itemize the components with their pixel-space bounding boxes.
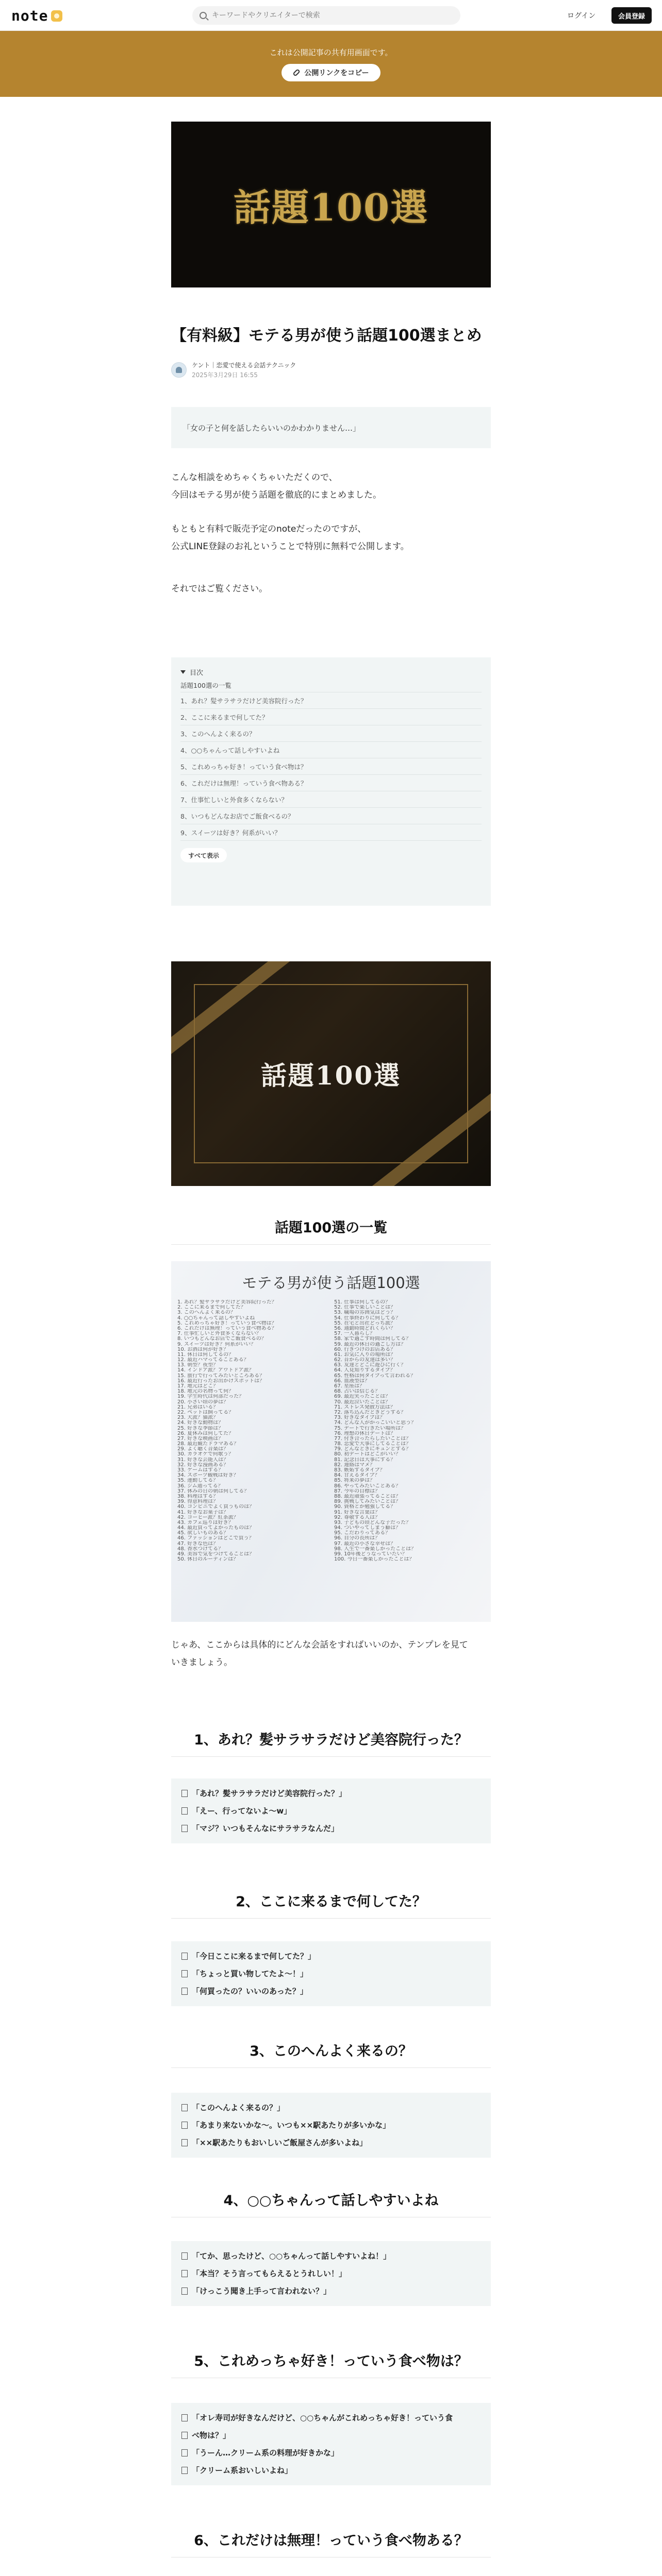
checkbox-icon	[181, 1825, 188, 1832]
list-image-item: 98. 人生で一番楽しかったことは？	[334, 1546, 417, 1552]
list-image-item: 14. インドア派？アウトドア派？	[177, 1368, 254, 1374]
list-image-item: 4. ○○ちゃんって話しやすいよね	[177, 1315, 255, 1321]
section-heading: 話題100選の一覧	[171, 1212, 491, 1245]
toc-item[interactable]: 話題100選の一覧	[180, 678, 482, 692]
list-image-item: 86. やってみたいことある？	[334, 1483, 401, 1489]
copy-link-label: 公開リンクをコピー	[304, 69, 369, 77]
list-image-item: 78. 恋愛で大事にしてることは？	[334, 1442, 411, 1447]
list-image-item: 35. 運動してる？	[177, 1478, 219, 1484]
toc-item[interactable]: 4、○○ちゃんって話しやすいよね	[180, 742, 482, 758]
list-image-item: 48. 香水つけてる？	[177, 1546, 224, 1552]
topic-heading: 5、これめっちゃ好き！っていう食べ物は？	[171, 2345, 491, 2378]
dialogue-line	[181, 2462, 481, 2479]
toc-item[interactable]: 3、このへんよく来るの？	[180, 725, 482, 742]
list-image-item: 90. 資格とか勉強してる？	[334, 1504, 396, 1510]
dialogue-line	[181, 2134, 481, 2151]
paragraph-3: それではご覧ください。	[171, 584, 268, 594]
dialogue-line	[181, 2099, 481, 2116]
list-image-item: 64. 人見知りするタイプ？	[334, 1368, 395, 1374]
paragraph-line: いきましょう。	[171, 1657, 233, 1668]
list-image-item: 88. 最近頑張ってることは？	[334, 1494, 401, 1499]
list-image-item: 30. カラオケで何歌う？	[177, 1452, 234, 1458]
list-image-item: 71. ストレス発散方法は？	[334, 1404, 395, 1410]
list-image-item: 50. 休日のルーティンは？	[177, 1557, 239, 1563]
list-image-item: 19. 学生時代は何部だった？	[177, 1394, 244, 1400]
list-column-left	[177, 1300, 328, 1562]
paragraph-4	[171, 1636, 491, 1671]
list-image-item: 72. 落ち込んだときどうする？	[334, 1410, 406, 1415]
paragraph-line: じゃあ、ここからは具体的にどんな会話をすればいいのか、テンプレを見て	[171, 1640, 468, 1650]
toc-item[interactable]: 7、仕事忙しいと外食多くならない？	[180, 791, 482, 808]
list-image-item: 40. コンビニでよく買うものは？	[177, 1504, 255, 1510]
list-image-item: 58. 家で過ごす時間は何してる？	[334, 1336, 411, 1342]
dialogue-line	[181, 2116, 481, 2134]
topic-list-image	[171, 1261, 491, 1622]
dialogue-block	[171, 2241, 491, 2306]
list-image-item: 11. 休日は何してるの？	[177, 1352, 234, 1358]
list-image-item: 18. 地元の名物って何？	[177, 1389, 234, 1395]
toc-item[interactable]: 5、これめっちゃ好き！っていう食べ物は？	[180, 758, 482, 775]
list-image-item: 97. 最近の小さな幸せは？	[334, 1541, 396, 1547]
list-image-item: 5. これめっちゃ好き！っていう食べ物は？	[177, 1320, 277, 1326]
list-image-item: 73. 好きなタイプは？	[334, 1415, 385, 1421]
list-image-item: 34. スポーツ観戦は好き？	[177, 1473, 239, 1479]
list-image-item: 56. 通勤時間どれくらい？	[334, 1326, 396, 1331]
paragraph-line: 今回はモテる男が使う話題を徹底的にまとめました。	[171, 490, 382, 500]
dialogue-line	[181, 2265, 481, 2282]
dialogue-text: 「あれ？髪サラサラだけど美容院行った？」	[192, 1789, 347, 1798]
list-image-item: 74. どんな人がかっこいいと思う？	[334, 1420, 417, 1426]
list-image-item: 24. 好きな動物は？	[177, 1420, 224, 1426]
paragraph-line: こんな相談をめちゃくちゃいただくので、	[171, 472, 338, 483]
list-image-item: 81. 記念日は大事にする？	[334, 1457, 396, 1463]
quote-block: 「女の子と何を話したらいいのかわかりません…」	[171, 407, 491, 448]
dialogue-text: 「けっこう聞き上手って言われない？」	[192, 2286, 332, 2296]
list-image-item: 29. よく聴く音楽は？	[177, 1447, 229, 1452]
table-of-contents	[171, 657, 491, 906]
paragraph-line: もともと有料で販売予定のnoteだったのですが、	[171, 524, 367, 534]
list-image-item: 63. 友達とどこに遊びに行く？	[334, 1363, 406, 1368]
list-image-item: 69. 最近笑ったことは？	[334, 1394, 391, 1400]
search-icon	[200, 12, 207, 19]
dialogue-text: 「今日ここに来るまで何してた？」	[192, 1952, 316, 1961]
list-image-item: 59. 最近の休日の過ごし方は？	[334, 1342, 406, 1347]
toc-item[interactable]: 9、スイーツは好き？何系がいい？	[180, 824, 482, 841]
dialogue-text: 「うーん…クリーム系の料理が好きかな」	[192, 2448, 339, 2458]
list-image-item: 54. 仕事終わりに何してる？	[334, 1315, 401, 1321]
dialogue-block	[171, 1778, 491, 1843]
dialogue-text: 「マジ？いつもそんなにサラサラなんだ」	[192, 1824, 339, 1833]
list-image-item: 70. 最近泣いたことは？	[334, 1399, 391, 1405]
hero-image	[171, 122, 491, 287]
share-banner	[0, 31, 662, 97]
list-image-item: 32. 好きな漫画ある？	[177, 1462, 229, 1468]
checkbox-icon	[181, 2104, 188, 2111]
dialogue-text: 「××駅あたりもおいしいご飯屋さんが多いよね」	[192, 2138, 368, 2147]
checkbox-icon	[181, 2432, 188, 2439]
dialogue-text: 「あまり来ないかな〜。いつも××駅あたりが多いかな」	[192, 2121, 391, 2130]
dialogue-line	[181, 2427, 481, 2444]
list-image-item: 53. 職場の雰囲気はどう？	[334, 1310, 396, 1316]
dialogue-line	[181, 2444, 481, 2462]
login-link[interactable]: ログイン	[567, 12, 596, 20]
list-image-item: 67. 星座は？	[334, 1384, 365, 1389]
dialogue-text: 「えー、行ってないよ〜w」	[192, 1806, 292, 1816]
list-image-item: 94. ついやってしまう癖は？	[334, 1526, 401, 1531]
checkbox-icon	[181, 2449, 188, 2456]
dialogue-text: 「オレ寿司が好きなんだけど、○○ちゃんがこれめっちゃ好き！っていう食	[192, 2413, 453, 2422]
list-image-item: 46. ファッションはどこで買う？	[177, 1536, 254, 1541]
list-image-item: 6. これだけは無理！っていう食べ物ある？	[177, 1326, 277, 1331]
list-image-item: 33. ゲームはする？	[177, 1468, 224, 1473]
list-image-item: 41. 好きなお菓子は？	[177, 1510, 229, 1515]
list-image-item: 17. 地元はどこ？	[177, 1384, 219, 1389]
list-image-item: 83. 嫉妬するタイプ？	[334, 1468, 385, 1473]
checkbox-icon	[181, 2287, 188, 2295]
dialogue-line	[181, 1785, 481, 1802]
list-image-item: 12. 最近ハマってることある？	[177, 1358, 249, 1363]
checkbox-icon	[181, 2414, 188, 2421]
checkbox-icon	[181, 1790, 188, 1797]
list-image-item: 96. 自分の長所は？	[334, 1536, 380, 1541]
dialogue-text: 「てか、思ったけど、○○ちゃんって話しやすいよね！」	[192, 2251, 391, 2261]
list-image-item: 91. 好きな言葉は？	[334, 1510, 380, 1515]
list-image-item: 21. 兄弟はいる？	[177, 1404, 219, 1410]
dialogue-line	[181, 2282, 481, 2300]
checkbox-icon	[181, 2122, 188, 2129]
list-image-item: 7. 仕事忙しいと外食多くならない？	[177, 1331, 261, 1337]
dialogue-line	[181, 1965, 481, 1982]
dialogue-block	[171, 2403, 491, 2485]
checkbox-icon	[181, 2252, 188, 2260]
topic-heading: 1、あれ？髪サラサラだけど美容院行った？	[171, 1724, 491, 1757]
chevron-down-icon	[180, 670, 186, 674]
author-row[interactable]	[171, 359, 491, 381]
list-image-item: 60. 行きつけのお店ある？	[334, 1347, 396, 1352]
checkbox-icon	[181, 2270, 188, 2277]
topic-heading: 4、○○ちゃんって話しやすいよね	[171, 2184, 491, 2217]
list-image-item: 28. 最近観たドラマある？	[177, 1442, 239, 1447]
list-image-item: 52. 仕事で楽しいことは？	[334, 1305, 396, 1311]
list-image-item: 1. あれ？髪サラサラだけど美容院行った？	[177, 1300, 277, 1305]
list-image-item: 47. 好きな色は？	[177, 1541, 219, 1547]
toc-show-all-button[interactable]: すべて表示	[180, 848, 227, 862]
list-image-item: 92. 尊敬する人は？	[334, 1515, 380, 1520]
list-image-item: 42. コーヒー派？紅茶派？	[177, 1515, 239, 1520]
toc-item[interactable]: 1、あれ？髪サラサラだけど美容院行った？	[180, 692, 482, 709]
topic-heading: 2、ここに来るまで何してた？	[171, 1886, 491, 1919]
list-image-item: 16. 最近行ったお出かけスポットは？	[177, 1378, 265, 1384]
list-image-item: 31. 好きな芸能人は？	[177, 1457, 229, 1463]
note-logo[interactable]	[11, 7, 62, 24]
list-image-item: 85. 将来の夢は？	[334, 1478, 375, 1484]
list-image-item: 61. お気に入りの場所は？	[334, 1352, 396, 1358]
list-image-title: モテる男が使う話題100選	[242, 1274, 420, 1292]
post-date: 2025年3月29日 16:55	[192, 371, 258, 379]
toc-item[interactable]: 8、いつもどんなお店でご飯食べるの？	[180, 808, 482, 824]
dialogue-text: 「このへんよく来るの？」	[192, 2103, 285, 2112]
list-image-item: 8. いつもどんなお店でご飯食べるの？	[177, 1336, 267, 1342]
section-image-title: 話題100選	[260, 1060, 402, 1091]
list-image-item: 57. 一人暮らし？	[334, 1331, 375, 1337]
checkbox-icon	[181, 1988, 188, 1995]
list-image-item: 80. 初デートはどこがいい？	[334, 1452, 401, 1458]
checkbox-icon	[181, 2467, 188, 2474]
list-image-item: 22. ペットは飼ってる？	[177, 1410, 234, 1415]
list-image-item: 3. このへんよく来るの？	[177, 1310, 236, 1316]
logo-text: note	[11, 7, 48, 24]
list-image-item: 95. こだわりってある？	[334, 1531, 391, 1536]
list-image-item: 45. 欲しいものある？	[177, 1531, 229, 1536]
link-icon	[293, 69, 301, 77]
toc-item[interactable]: 6、これだけは無理！っていう食べ物ある？	[180, 775, 482, 791]
list-image-item: 77. 付き合ったらしたいことは？	[334, 1436, 411, 1442]
dialogue-block	[171, 1941, 491, 2006]
list-image-item: 62. 昔からの友達は多い？	[334, 1358, 396, 1363]
list-image-item: 39. 得意料理は？	[177, 1499, 219, 1505]
list-image-item: 26. 夏休みは何してた？	[177, 1431, 234, 1436]
dialogue-line	[181, 2247, 481, 2265]
checkbox-icon	[181, 1953, 188, 1960]
list-image-item: 65. 性格は何タイプって言われる？	[334, 1373, 416, 1379]
dialogue-text: 「クリーム系おいしいよね」	[192, 2466, 293, 2475]
copy-link-button[interactable]	[282, 64, 380, 81]
paragraph-line: 公式LINE登録のお礼ということで特別に無料で公開します。	[171, 541, 409, 552]
list-image-item: 23. 犬派？猫派？	[177, 1415, 219, 1421]
paragraph-1	[171, 469, 491, 504]
list-image-item: 27. 好きな映画は？	[177, 1436, 224, 1442]
list-image-item: 51. 仕事は何してるの？	[334, 1300, 391, 1305]
search-input[interactable]	[212, 11, 449, 20]
avatar-icon	[176, 367, 182, 373]
list-image-item: 13. 朝型？夜型？	[177, 1363, 219, 1368]
dialogue-line	[181, 1820, 481, 1837]
list-image-item: 84. 甘えるタイプ？	[334, 1473, 380, 1479]
list-image-item: 2. ここに来るまで何してた？	[177, 1305, 246, 1311]
list-image-item: 76. 理想の休日デートは？	[334, 1431, 396, 1436]
dialogue-line	[181, 1947, 481, 1965]
list-image-item: 25. 好きな季節は？	[177, 1426, 224, 1431]
dialogue-line	[181, 1802, 481, 1820]
dialogue-text: べ物は？」	[192, 2431, 231, 2440]
list-image-item: 68. 占いは信じる？	[334, 1389, 380, 1395]
list-image-item: 79. どんなときにキュンとする？	[334, 1447, 411, 1452]
checkbox-icon	[181, 2139, 188, 2146]
list-image-item: 43. カフェ巡りは好き？	[177, 1520, 234, 1526]
list-image-item: 36. ジム通ってる？	[177, 1483, 223, 1489]
list-image-item: 82. 連絡はマメ？	[334, 1462, 375, 1468]
list-image-item: 44. 最近買ってよかったものは？	[177, 1526, 255, 1531]
list-image-item: 93. 子どもの頃どんな子だった？	[334, 1520, 411, 1526]
paragraph-2	[171, 520, 491, 555]
avatar[interactable]	[171, 362, 187, 378]
list-image-item: 37. 休みの日の朝は何してる？	[177, 1488, 250, 1494]
logo-badge-icon	[51, 10, 62, 22]
toc-toggle[interactable]	[180, 666, 482, 678]
signup-button[interactable]: 会員登録	[611, 7, 652, 24]
dialogue-text: 「本当？そう言ってもらえるとうれしい！」	[192, 2269, 347, 2278]
list-image-item: 100. 今日一番楽しかったことは？	[334, 1557, 415, 1563]
dialogue-line	[181, 2409, 481, 2427]
author-name[interactable]: ケント｜恋愛で使える会話テクニック	[192, 362, 296, 369]
banner-text: これは公開記事の共有用画面です。	[269, 47, 393, 57]
checkbox-icon	[181, 1807, 188, 1815]
list-image-item: 66. 血液型は？	[334, 1378, 370, 1384]
topic-heading: 3、このへんよく来るの？	[171, 2035, 491, 2068]
dialogue-text: 「何買ったの？いいのあった？」	[192, 1987, 308, 1996]
dialogue-line	[181, 1982, 481, 2000]
hero-image-title: 話題100選	[233, 185, 429, 229]
list-image-item: 75. デートで行きたい場所は？	[334, 1426, 406, 1431]
list-column-right	[334, 1300, 485, 1562]
checkbox-icon	[181, 1970, 188, 1977]
list-image-item: 38. 料理はする？	[177, 1494, 219, 1499]
toc-head-label: 目次	[190, 669, 204, 677]
site-header	[0, 0, 662, 31]
section-image	[171, 961, 491, 1186]
topic-heading: 6、これだけは無理！っていう食べ物ある？	[171, 2524, 491, 2557]
list-image-item: 20. 小さい頃の夢は？	[177, 1399, 229, 1405]
list-image-item: 87. 今年の目標は？	[334, 1488, 380, 1494]
list-image-item: 49. 美容で気をつけてることは？	[177, 1552, 255, 1557]
dialogue-block	[171, 2093, 491, 2158]
list-image-item: 99. 10年後どうなっていたい？	[334, 1552, 407, 1557]
list-image-item: 55. 在宅と出社どっち派？	[334, 1320, 395, 1326]
dialogue-text: 「ちょっと買い物してたよ〜！」	[192, 1969, 308, 1978]
search-bar[interactable]	[192, 6, 460, 25]
list-image-item: 15. 旅行で行ってみたいところある？	[177, 1373, 265, 1379]
list-image-item: 9. スイーツは好き？何系がいい？	[177, 1342, 256, 1347]
list-image-item: 10. お酒は何が好き？	[177, 1347, 229, 1352]
toc-item[interactable]: 2、ここに来るまで何してた？	[180, 709, 482, 725]
list-image-item: 89. 挑戦してみたいことは？	[334, 1499, 401, 1505]
article-title: 【有料級】モテる男が使う話題100選まとめ	[171, 327, 482, 345]
